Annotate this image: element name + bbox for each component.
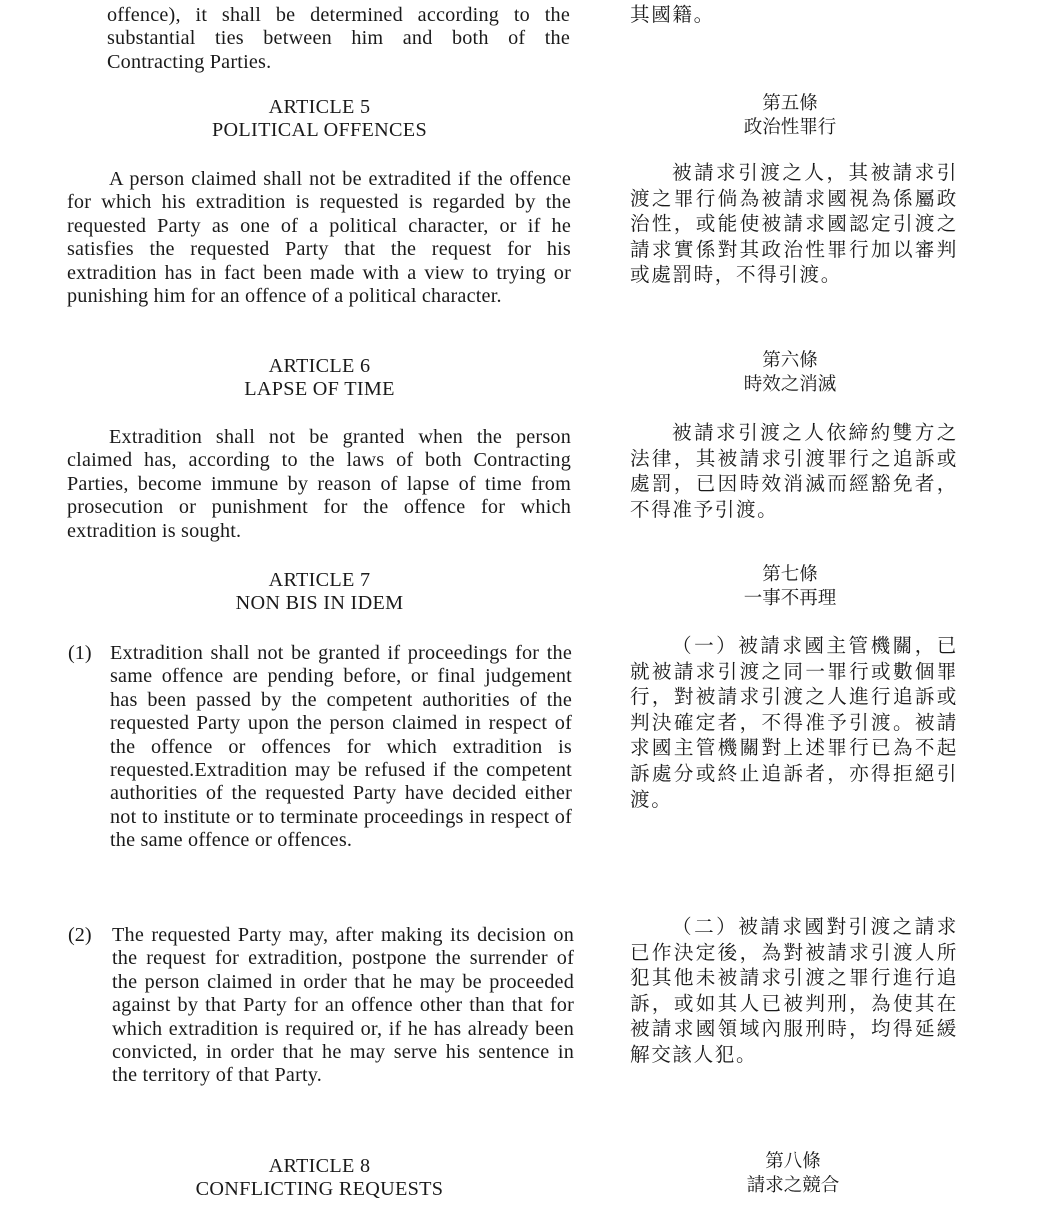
article-title: 政治性罪行 <box>743 117 837 138</box>
article-6-body-en: Extradition shall not be granted when the person claimed has, according to the laws of both Contracting Parties, become immune by reason of lapse of time from prosecution or punishment for the offence for which extradition is sought. <box>67 426 571 542</box>
article-5-body-en: A person claimed shall not be extradited if the offence for which his extradition is requested is regarded by the requested Party as one of a political character, or if he satisfies the requested Party that the request for his extradition has in fact been made with a view to trying or punishing him for an offence of a political character. <box>67 168 571 308</box>
clause-label: (1) <box>68 642 92 664</box>
article-5-heading-zh <box>690 92 890 140</box>
article-7-heading-en <box>68 569 571 616</box>
article-number: 第六條 <box>762 350 818 371</box>
article-7-clause-2-en: The requested Party may, after making its decision on the request for extradition, postpone the surrender of the person claimed in order that he may be proceeded against by that Party for an offence other than that for which extradition is required or, if he has already been convicted, in order that he may serve his sentence in the territory of that Party. <box>112 924 574 1087</box>
article-number: 第七條 <box>762 564 818 585</box>
article-number: ARTICLE 8 <box>268 1155 371 1177</box>
article-7-clause-1-zh: （一）被請求國主管機關，已就被請求引渡之同一罪行或數個罪行，對被請求引渡之人進行追訴或判決確定者，不得准予引渡。被請求國主管機關對上述罪行已為不起訴處分或終止追訴者，亦得拒絕引渡。 <box>630 634 958 811</box>
article-number: ARTICLE 6 <box>268 355 371 377</box>
article-7-clause-2-zh: （二）被請求國對引渡之請求已作決定後，為對被請求引渡人所犯其他未被請求引渡之罪行進行追訴，或如其人已被判刑，為使其在被請求國領域內服刑時，均得延緩解交該人犯。 <box>630 915 958 1066</box>
article-8-heading-en <box>68 1155 571 1202</box>
article-title: NON BIS IN IDEM <box>235 592 404 615</box>
article-6-heading-zh <box>690 349 890 397</box>
article-title: 請求之競合 <box>746 1175 840 1196</box>
clause-label: (2) <box>68 924 92 946</box>
article-number: ARTICLE 7 <box>268 569 371 591</box>
article-8-heading-zh <box>693 1150 893 1198</box>
article-title: LAPSE OF TIME <box>244 378 395 401</box>
article-7-heading-zh <box>690 563 890 611</box>
article-title: 一事不再理 <box>743 588 837 609</box>
article-5-heading-en <box>68 96 571 143</box>
article-title: POLITICAL OFFENCES <box>212 119 427 142</box>
article-title: 時效之消滅 <box>743 374 837 395</box>
article-6-body-zh: 被請求引渡之人依締約雙方之法律，其被請求引渡罪行之追訴或處罰，已因時效消滅而經豁免者，不得准予引渡。 <box>630 421 958 521</box>
article-number: 第八條 <box>765 1151 821 1172</box>
article-number: ARTICLE 5 <box>268 96 371 118</box>
article-title: CONFLICTING REQUESTS <box>195 1178 444 1201</box>
article-7-clause-1-en: Extradition shall not be granted if proceedings for the same offence are pending before, or final judgement has been passed by the competent authorities of the requested Party upon the person claimed in respect of the offence or offences for which extradition is requested.Extradition may be refused if the competent authorities of the requested Party have decided either not to institute or to terminate proceedings in respect of the same offence or offences. <box>110 642 572 852</box>
article-number: 第五條 <box>762 93 818 114</box>
continuation-paragraph-en: offence), it shall be determined according to the substantial ties between him and both of the Contracting Parties. <box>107 4 570 73</box>
article-5-body-zh: 被請求引渡之人，其被請求引渡之罪行倘為被請求國視為係屬政治性，或能使被請求國認定引渡之請求實係對其政治性罪行加以審判或處罰時，不得引渡。 <box>630 161 958 287</box>
continuation-paragraph-zh: 其國籍。 <box>630 3 715 26</box>
article-6-heading-en <box>68 355 571 402</box>
